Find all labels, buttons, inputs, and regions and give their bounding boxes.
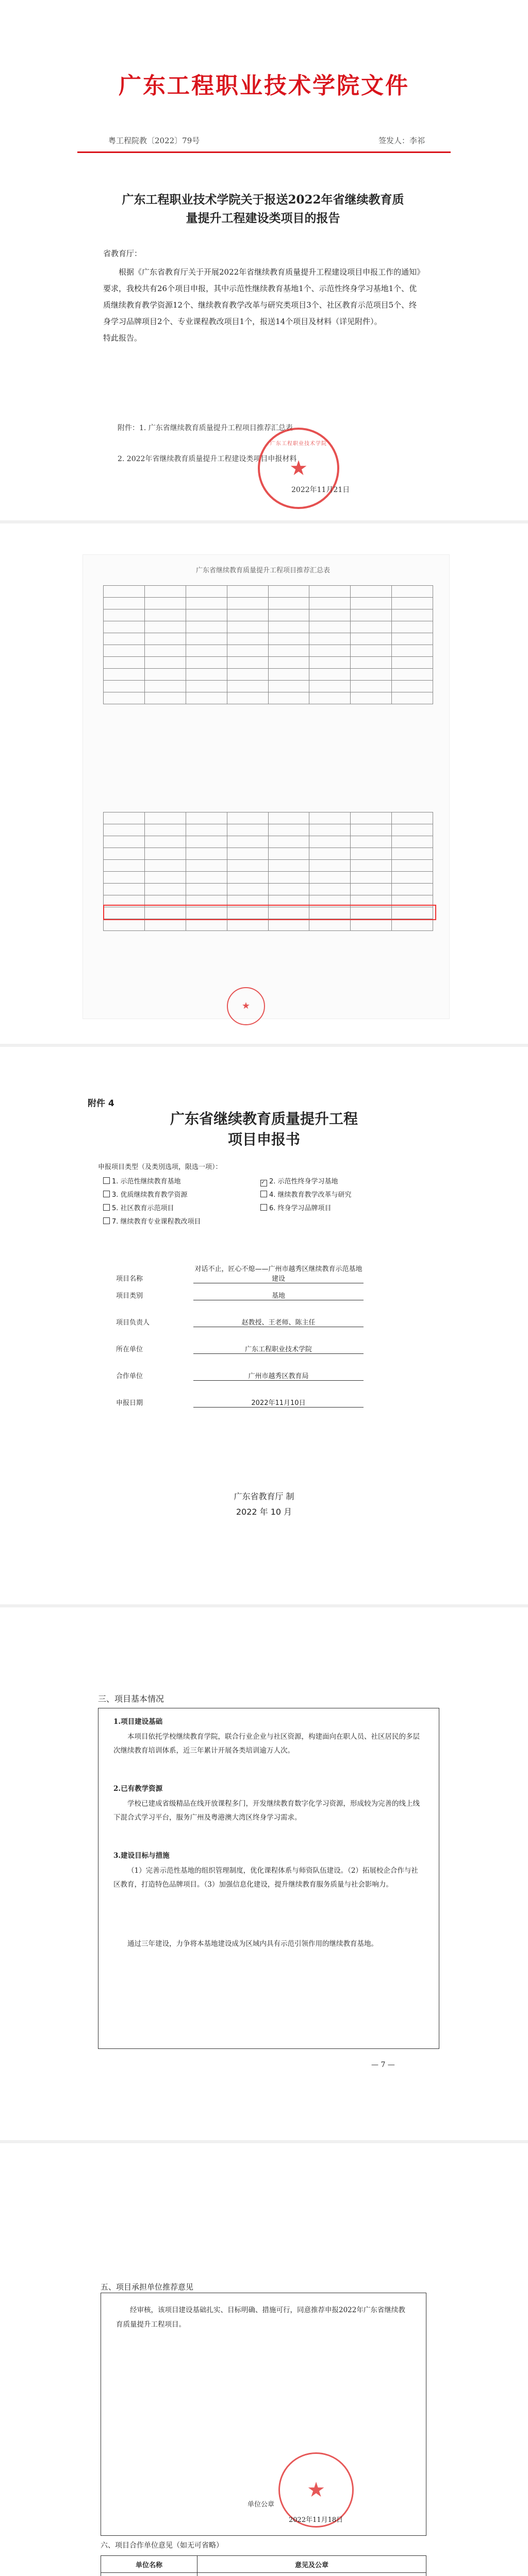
cover-footer-date: 2022 年 10 月 xyxy=(236,1507,292,1517)
option-label: 6. 终身学习品牌项目 xyxy=(269,1205,332,1212)
addressee: 省教育厅： xyxy=(103,249,142,258)
option-label: 4. 继续教育教学改革与研究 xyxy=(269,1191,352,1199)
document-header: 广东工程职业技术学院文件 xyxy=(119,73,409,99)
option-label: 3. 优质继续教育教学资源 xyxy=(112,1191,188,1199)
red-divider xyxy=(77,151,451,153)
partner-unit xyxy=(101,2573,197,2576)
field-label: 所在单位 xyxy=(116,1346,143,1353)
option-label: 7. 继续教育专业课程教改项目 xyxy=(112,1218,201,1226)
project-type-option[interactable] xyxy=(260,1202,332,1212)
project-type-option[interactable] xyxy=(260,1189,352,1199)
checkbox-icon[interactable] xyxy=(260,1204,267,1211)
option-label: 1. 示范性继续教育基地 xyxy=(112,1178,181,1185)
cover-footer-issuer: 广东省教育厅 制 xyxy=(234,1492,294,1501)
field-value: 广东工程职业技术学院 xyxy=(193,1344,364,1354)
field-value: 2022年11月10日 xyxy=(193,1397,364,1408)
seal-star-icon: ★ xyxy=(289,456,308,480)
partner-col-unit: 单位名称 xyxy=(101,2556,197,2573)
checkbox-icon[interactable] xyxy=(103,1204,110,1211)
official-seal xyxy=(258,428,339,509)
project-summary-page xyxy=(0,1607,528,2138)
partner-col-opinion: 意见及公章 xyxy=(197,2556,426,2573)
opinion-text: 经审核，该项目建设基础扎实、目标明确、措施可行，同意推荐申报2022年广东省继续教育质量提升工程项目。 xyxy=(116,2306,405,2329)
partner-table xyxy=(101,2555,426,2576)
subheading-3: 3.建设目标与措施 xyxy=(113,1852,170,1860)
section-heading: 三、项目基本情况 xyxy=(98,1694,164,1704)
partner-heading: 六、项目合作单位意见（如无可省略） xyxy=(101,2541,223,2550)
form-title xyxy=(0,1109,528,1150)
summary-table-page xyxy=(0,523,528,1044)
option-label: 2. 示范性终身学习基地 xyxy=(269,1178,338,1185)
option-label: 5. 社区教育示范项目 xyxy=(112,1205,174,1212)
project-type-option[interactable] xyxy=(103,1202,174,1212)
summary-paragraph-4: 通过三年建设，力争将本基地建设成为区域内具有示范引领作用的继续教育基地。 xyxy=(127,1940,378,1948)
cover-field-row xyxy=(116,1370,415,1381)
attachment-line-1: 附件：1. 广东省继续教育质量提升工程项目推荐汇总表 xyxy=(118,424,293,432)
cover-field-row xyxy=(116,1397,415,1408)
attachment-line-2: 2. 2022年省继续教育质量提升工程建设类项目申报材料 xyxy=(118,455,297,463)
project-type-option[interactable] xyxy=(103,1189,188,1199)
field-label: 项目负责人 xyxy=(116,1319,150,1327)
type-select-hint: 申报项目类型（及类別选项，限选一项）： xyxy=(98,1163,222,1171)
cover-field-row xyxy=(116,1344,415,1354)
checkbox-icon[interactable] xyxy=(103,1217,110,1224)
checkbox-icon[interactable] xyxy=(103,1191,110,1197)
field-label: 申报日期 xyxy=(116,1399,143,1407)
field-value: 赵教授、王老师、陈主任 xyxy=(193,1317,364,1327)
report-paragraph xyxy=(103,264,423,346)
field-label: 合作单位 xyxy=(116,1372,143,1380)
summary-paragraph-3: （1）完善示范性基地的组织管理制度，优化课程体系与师资队伍建设。（2）拓展校企合作与社区教育，打造特色品牌项目。（3）加强信息化建设，提升继续教育服务质量与社会影响力。 xyxy=(113,1867,418,1889)
opinion-page xyxy=(0,2143,528,2576)
table-seal xyxy=(227,987,265,1025)
opinion-date: 2022年11月18日 xyxy=(289,2516,343,2524)
opinion-sign: 单位公章 xyxy=(248,2501,275,2509)
project-type-option[interactable] xyxy=(103,1176,181,1185)
field-value: 基地 xyxy=(193,1290,364,1300)
seal-text: 广东工程职业技术学院 xyxy=(270,441,327,447)
highlighted-row xyxy=(103,905,436,920)
summary-paragraph-1: 本项目依托学校继续教育学院，联合行业企业与社区资源，构建面向在职人员、社区居民的多层次继续教育培训体系，近三年累计开展各类培训逾万人次。 xyxy=(113,1733,420,1755)
subheading-1: 1.项目建设基础 xyxy=(113,1718,163,1726)
seal-star-icon: ★ xyxy=(307,2478,325,2502)
issue-date: 2022年11月21日 xyxy=(291,486,350,494)
form-title-line-1: 广东省继续教育质量提升工程 xyxy=(170,1110,358,1127)
attachment-label: 附件 4 xyxy=(88,1098,114,1109)
report-body: 根据《广东省教育厅关于开展2022年省继续教育质量提升工程建设项目申报工作的通知》要求，我校共有26个项目申报，其中示范性继续教育基地1个、示范性终身学习基地1个、优质继续教育教学资源12个、继续教育教学改革与研究类项目3个、社区教育示范项目5个、终身学习品牌项目2个、专业课程教改项目1个，报送14个项目及材料（详见附件）。 xyxy=(103,267,421,326)
checkbox-icon[interactable] xyxy=(260,1191,267,1197)
signer: 签发人：李祁 xyxy=(378,136,425,145)
partner-opinion xyxy=(197,2573,426,2576)
report-page xyxy=(0,0,528,520)
checkbox-icon[interactable]: ✓ xyxy=(260,1180,267,1187)
summary-table-top xyxy=(103,585,433,704)
document-number: 粤工程院教〔2022〕79号 xyxy=(108,136,200,145)
form-title-line-2: 项目申报书 xyxy=(227,1131,300,1148)
application-cover-page xyxy=(0,1047,528,1603)
field-label: 项目类别 xyxy=(116,1292,143,1300)
opinion-heading: 五、项目承担单位推荐意见 xyxy=(101,2282,194,2292)
field-value: 对话不止，匠心不熄——广州市越秀区继续教育示范基地建设 xyxy=(193,1263,364,1283)
table-caption: 广东省继续教育质量提升工程项目推荐汇总表 xyxy=(195,567,330,574)
field-label: 项目名称 xyxy=(116,1275,143,1283)
report-closing: 特此报告。 xyxy=(103,333,142,343)
cover-field-row xyxy=(116,1263,415,1283)
project-type-option[interactable] xyxy=(103,1216,201,1226)
page-number: — 7 — xyxy=(371,2061,395,2069)
field-value: 广州市越秀区教育局 xyxy=(193,1370,364,1381)
summary-paragraph-2: 学校已建成省级精品在线开放课程多门，开发继续教育数字化学习资源，形成较为完善的线上线下混合式学习平台，服务广州及粤港澳大湾区终身学习需求。 xyxy=(113,1800,420,1822)
cover-field-row xyxy=(116,1317,415,1327)
project-type-option[interactable] xyxy=(260,1176,338,1187)
checkbox-icon[interactable] xyxy=(103,1177,110,1184)
seal-star-icon: ★ xyxy=(241,1001,251,1011)
subheading-2: 2.已有教学资源 xyxy=(113,1785,163,1793)
report-title: 广东工程职业技术学院关于报送2022年省继续教育质量提升工程建设类项目的报告 xyxy=(122,193,404,225)
cover-field-row xyxy=(116,1290,415,1300)
